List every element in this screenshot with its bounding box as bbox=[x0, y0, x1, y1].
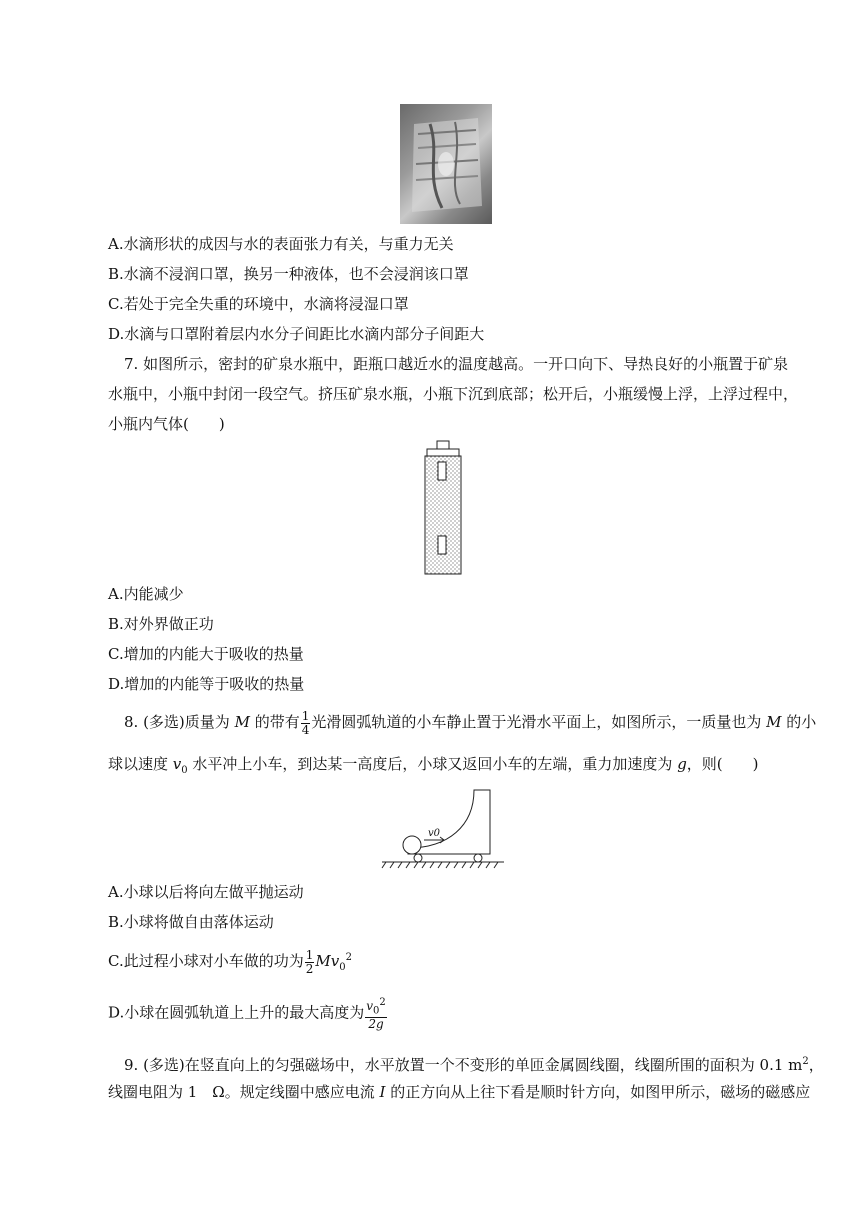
q7-option-d: D.增加的内能等于吸收的热量 bbox=[108, 675, 305, 693]
q6-option-d: D.水滴与口罩附着层内水分子间距比水滴内部分子间距大 bbox=[108, 325, 485, 343]
frac-den bbox=[365, 1018, 387, 1031]
q8-text: 光滑圆弧轨道的小车静止置于光滑水平面上，如图所示，一质量也为 bbox=[311, 713, 767, 731]
frac-num: 1 bbox=[301, 708, 310, 723]
q8-var-m: M bbox=[234, 713, 250, 731]
q8-option-c-mv: Mv bbox=[315, 952, 340, 970]
v0-label: v0 bbox=[428, 828, 441, 839]
q7-stem-line3: 小瓶内气体( ) bbox=[108, 415, 225, 433]
q6-option-a: A.水滴形状的成因与水的表面张力有关，与重力无关 bbox=[108, 235, 454, 253]
mask-photo bbox=[400, 104, 492, 224]
q9-var-i: I bbox=[379, 1083, 386, 1101]
q8-sup: 2 bbox=[379, 997, 386, 1008]
q9-sup: 2 bbox=[802, 1056, 809, 1067]
q8-sub: 0 bbox=[339, 962, 346, 973]
q8-option-c-fraction bbox=[305, 949, 315, 976]
cart-figure bbox=[378, 786, 508, 872]
q9-stem-line2 bbox=[108, 1082, 811, 1102]
q6-option-c: C.若处于完全失重的环境中，水滴将浸湿口罩 bbox=[108, 295, 409, 313]
q8-option-d-text: D.小球在圆弧轨道上上升的最大高度为 bbox=[108, 1003, 365, 1022]
q8-text: ，则( ) bbox=[686, 755, 759, 773]
q8-stem-line2 bbox=[108, 754, 788, 781]
q8-text: 的小 bbox=[781, 713, 817, 731]
q9-text: 的正方向从上往下看是顺时针方向，如图甲所示，磁场的磁感应 bbox=[385, 1083, 811, 1101]
bottle-figure bbox=[418, 440, 468, 576]
q6-option-b: B.水滴不浸润口罩，换另一种液体，也不会浸润该口罩 bbox=[108, 265, 469, 283]
mask-photo-drawing bbox=[400, 104, 492, 224]
frac-den: 4 bbox=[301, 722, 310, 737]
q8-var-v: v bbox=[172, 755, 182, 773]
q8-sub: 0 bbox=[181, 765, 188, 776]
q8-text: 8. (多选)质量为 bbox=[124, 713, 235, 731]
q7-option-c: C.增加的内能大于吸收的热量 bbox=[108, 645, 304, 663]
frac-2g: 2g bbox=[368, 1017, 384, 1032]
q8-var-m: M bbox=[766, 713, 782, 731]
frac-num bbox=[365, 996, 387, 1018]
q8-text: 的带有 bbox=[249, 713, 300, 731]
q7-stem-line2: 水瓶中，小瓶中封闭一段空气。挤压矿泉水瓶，小瓶下沉到底部；松开后，小瓶缓慢上浮，上浮过程中， bbox=[108, 385, 799, 403]
q8-var-g: g bbox=[677, 755, 687, 773]
q8-option-c bbox=[108, 944, 788, 982]
q9-stem-line1 bbox=[124, 1052, 824, 1075]
q8-option-d-fraction bbox=[365, 996, 387, 1031]
q8-text: 球以速度 bbox=[108, 755, 173, 773]
q9-text: ， bbox=[808, 1056, 824, 1074]
q8-text: 水平冲上小车，到达某一高度后，小球又返回小车的左端，重力加速度为 bbox=[187, 755, 678, 773]
q8-option-b: B.小球将做自由落体运动 bbox=[108, 913, 274, 931]
q8-stem-line1 bbox=[124, 708, 817, 737]
frac-den: 2 bbox=[305, 961, 314, 976]
q8-sup: 2 bbox=[345, 952, 352, 963]
q7-option-b: B.对外界做正功 bbox=[108, 615, 214, 633]
q8-fraction-quarter bbox=[301, 710, 311, 737]
q9-text: 9. (多选)在竖直向上的匀强磁场中，水平放置一个不变形的单匝金属圆线圈，线圈所围的面积为 0.1 m bbox=[124, 1056, 803, 1074]
frac-num: 1 bbox=[305, 947, 314, 962]
q9-text: 线圈电阻为 1 Ω。规定线圈中感应电流 bbox=[108, 1083, 380, 1101]
q7-option-a: A.内能减少 bbox=[108, 585, 184, 603]
q8-option-d bbox=[108, 996, 788, 1031]
frac-v: v bbox=[366, 999, 374, 1013]
q7-stem-line1: 7. 如图所示，密封的矿泉水瓶中，距瓶口越近水的温度越高。一开口向下、导热良好的小瓶置于矿泉 bbox=[124, 355, 789, 373]
q8-option-c-text: C.此过程小球对小车做的功为 bbox=[108, 952, 304, 970]
q8-option-a: A.小球以后将向左做平抛运动 bbox=[108, 883, 304, 901]
q8-sub: 0 bbox=[373, 1005, 380, 1017]
